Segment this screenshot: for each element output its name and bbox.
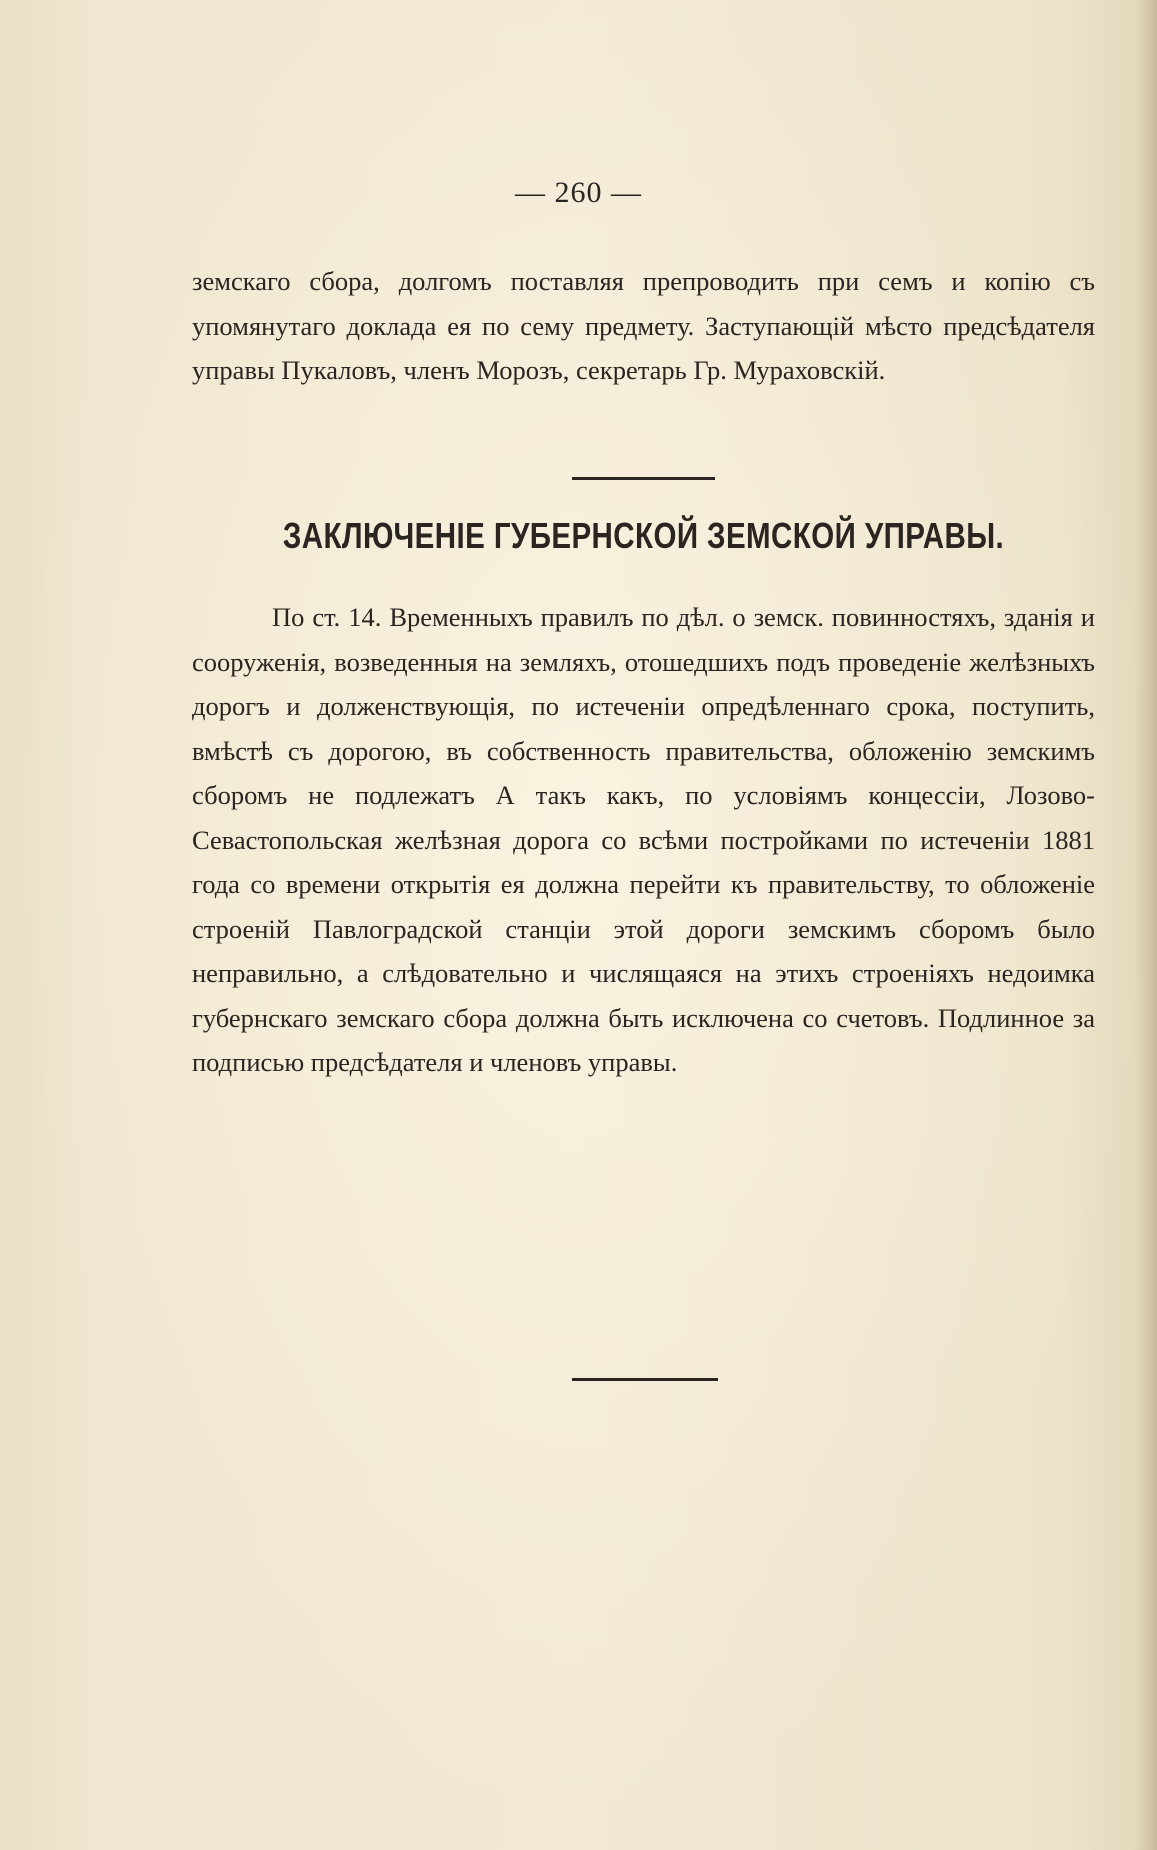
page-edge-shadow <box>1135 0 1157 1850</box>
section-heading: ЗАКЛЮЧЕНІЕ ГУБЕРНСКОЙ ЗЕМСКОЙ УПРАВЫ. <box>282 515 1005 556</box>
section-divider-bottom <box>572 1378 718 1381</box>
paragraph-continuation: земскаго сбора, долгомъ поставляя препроводить при семъ и копію съ упомянутаго доклада ея по сему предмету. Заступающій мѣсто предсѣдателя управы Пукаловъ, членъ Морозъ, секретарь Гр. Мураховскій. <box>192 266 1095 385</box>
section-divider-top <box>572 477 715 480</box>
page-number: — 260 — <box>515 176 642 209</box>
paragraph-conclusion: По ст. 14. Временныхъ правилъ по дѣл. о земск. повинностяхъ, зданія и сооруженія, возведенныя на земляхъ, отошедшихъ подъ проведеніе желѣзныхъ дорогъ и долженствующія, по истеченіи опредѣленнаго срока, поступить, вмѣстѣ съ дорогою, въ собственность правительства, обложенію земскимъ сборомъ не подлежатъ А такъ какъ, по условіямъ концессіи, Лозово-Севастопольская желѣзная дорога со всѣми постройками по истеченіи 1881 года со времени открытія ея должна перейти къ правительству, то обложеніе строеній Павлоградской станціи этой дороги земскимъ сборомъ было неправильно, а слѣдовательно и числящаяся на этихъ строеніяхъ недоимка губернскаго земскаго сбора должна быть исключена со счетовъ. Подлинное за подписью предсѣдателя и членовъ управы. <box>192 602 1095 1077</box>
